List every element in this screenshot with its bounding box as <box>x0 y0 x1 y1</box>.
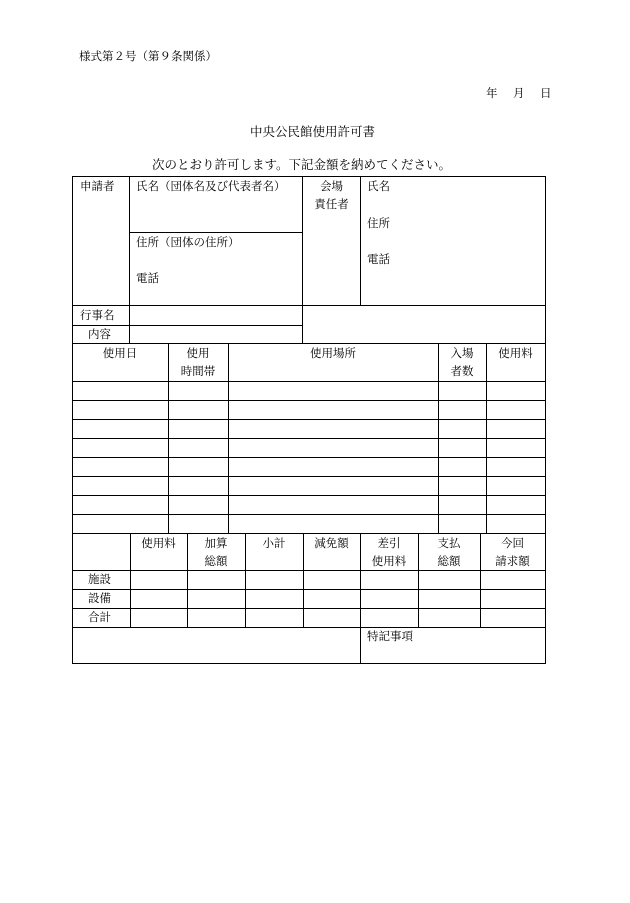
fee-col-net-line2: 使用料 <box>371 554 407 568</box>
venue-manager-address-label: 住所 <box>367 216 390 230</box>
fee-col-paid-line1: 支払 <box>437 536 461 550</box>
fee-row-facility-label: 施設 <box>88 572 111 586</box>
remarks-label: 特記事項 <box>367 629 413 643</box>
usage-col-date: 使用日 <box>102 346 138 360</box>
document-title: 中央公民館使用許可書 <box>250 124 376 139</box>
usage-col-time-line2: 時間帯 <box>180 364 216 378</box>
usage-col-count-line1: 入場 <box>450 346 474 360</box>
event-content-label: 内容 <box>88 327 111 341</box>
usage-col-count-line2: 者数 <box>450 364 474 378</box>
usage-col-fee: 使用料 <box>498 346 533 360</box>
fee-col-addition-line1: 加算 <box>204 536 228 550</box>
date-month-label: 月 <box>513 86 525 100</box>
usage-col-place: 使用場所 <box>310 346 356 360</box>
applicant-header: 申請者 <box>80 179 115 193</box>
fee-col-net-line1: 差引 <box>377 536 401 550</box>
venue-manager-name-label: 氏名 <box>367 179 390 193</box>
applicant-phone-label: 電話 <box>136 271 159 285</box>
date-day-label: 日 <box>540 86 552 100</box>
date-year-label: 年 <box>486 86 498 100</box>
fee-row-equipment-label: 設備 <box>88 591 111 605</box>
fee-col-paid-line2: 総額 <box>437 554 461 568</box>
fee-col-billing-line2: 請求額 <box>495 554 530 568</box>
event-name-label: 行事名 <box>80 308 115 322</box>
venue-manager-header-line2: 責任者 <box>314 197 349 211</box>
form-number: 様式第２号（第９条関係） <box>79 49 217 63</box>
usage-col-time-line1: 使用 <box>186 346 210 360</box>
fee-col-billing-line1: 今回 <box>501 536 524 550</box>
fee-col-reduction: 減免額 <box>314 536 349 550</box>
fee-col-addition-line2: 総額 <box>204 554 228 568</box>
fee-col-fee: 使用料 <box>141 536 176 550</box>
fee-col-subtotal: 小計 <box>262 536 286 550</box>
venue-manager-phone-label: 電話 <box>367 252 390 266</box>
applicant-name-label: 氏名（団体名及び代表者名） <box>136 179 286 193</box>
applicant-address-label: 住所（団体の住所） <box>136 235 240 249</box>
venue-manager-header-line1: 会場 <box>320 179 343 193</box>
intro-text: 次のとおり許可します。下記金額を納めてください。 <box>152 157 452 172</box>
fee-row-total-label: 合計 <box>88 610 111 624</box>
